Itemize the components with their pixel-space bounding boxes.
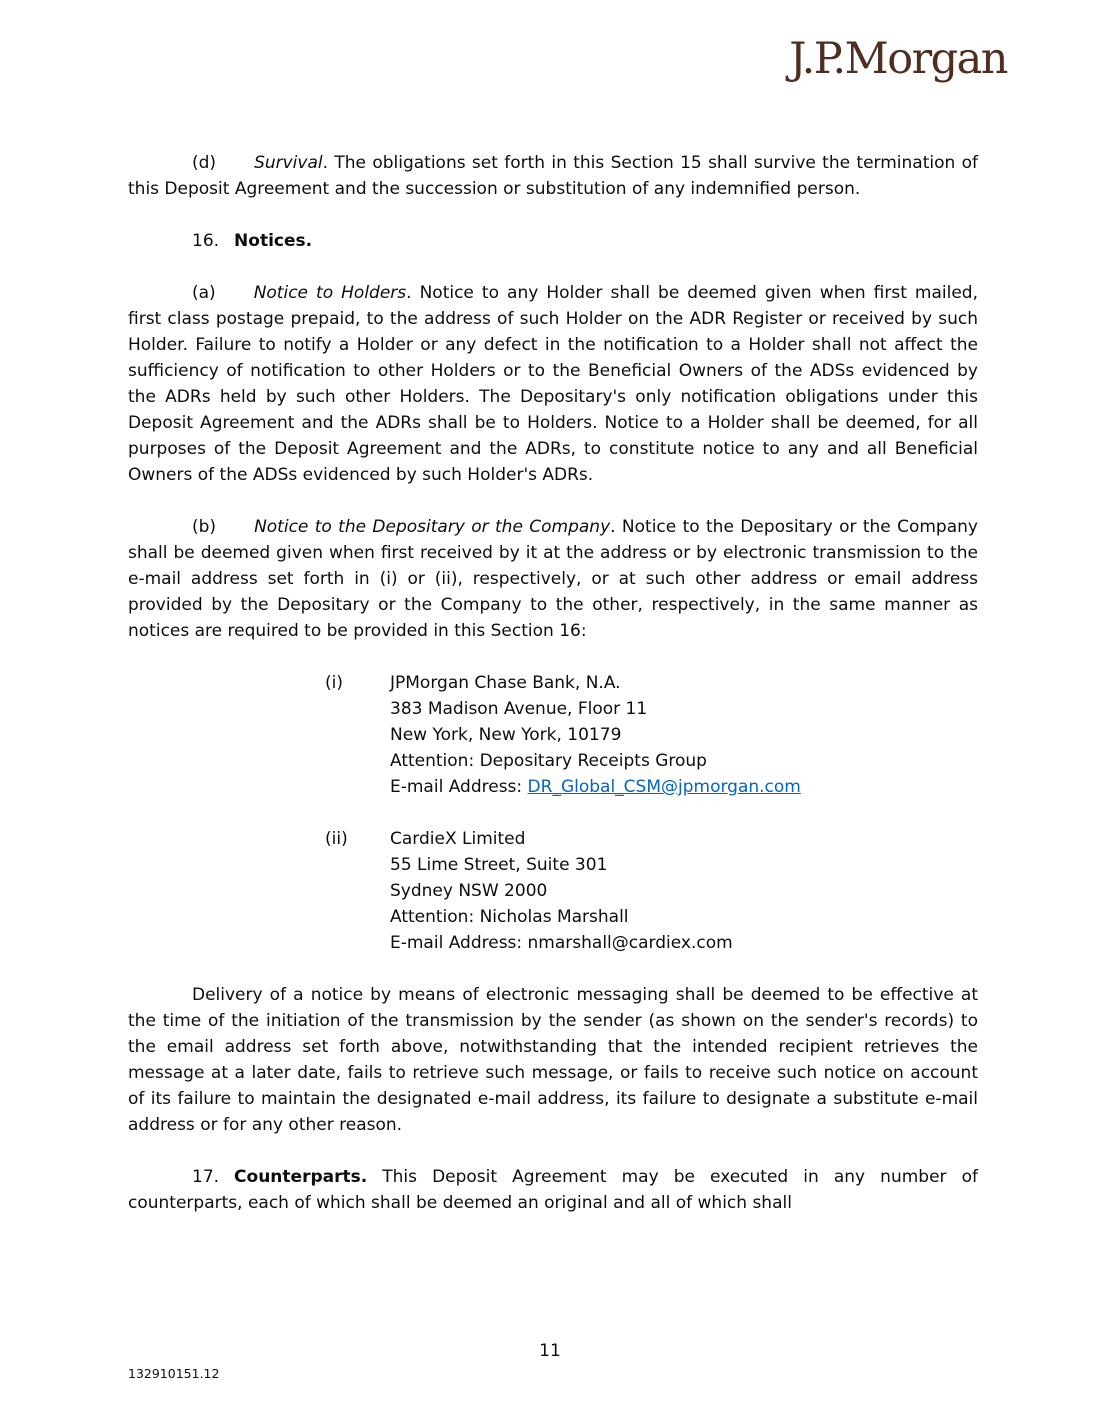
address-block-jpmorgan: [325, 670, 978, 800]
address-label: (ii): [325, 829, 348, 849]
address-line: 55 Lime Street, Suite 301: [390, 855, 608, 875]
clause-lead-italic: Survival: [254, 153, 323, 173]
page-number: 11: [539, 1341, 561, 1361]
address-line: JPMorgan Chase Bank, N.A.: [390, 673, 621, 693]
paragraph-text: Delivery of a notice by means of electronic messaging shall be deemed to be effective at the time of the initiation of the transmission by the sender (as shown on the sender's records) to the email address set forth above, notwithstanding that the intended recipient retrieves the message at a later date, fails to retrieve such message, or fails to receive such notice on account of its failure to maintain the designated e-mail address, its failure to designate a substitute e-mail address or for any other reason.: [128, 985, 978, 1135]
clause-text: . The obligations set forth in this Section 15 shall survive the termination of this Deposit Agreement and the succession or substitution of any indemnified person.: [128, 153, 978, 199]
address-line: New York, New York, 10179: [390, 725, 622, 745]
footer-document-reference: 132910151.12: [128, 1366, 220, 1381]
section-number: 17.: [192, 1167, 220, 1187]
address-label: (i): [325, 673, 343, 693]
section-title: Notices.: [234, 231, 313, 251]
email-label: E-mail Address:: [390, 777, 528, 797]
heading-notices: [128, 228, 978, 254]
paragraph-notice-to-holders: [128, 280, 978, 488]
address-line: Attention: Nicholas Marshall: [390, 907, 629, 927]
address-email-line: [390, 774, 978, 800]
address-line: Sydney NSW 2000: [390, 881, 548, 901]
address-lines: [390, 670, 978, 800]
section-number: 16.: [192, 231, 220, 251]
address-lines: [390, 826, 978, 956]
clause-text: . Notice to the Depositary or the Company shall be deemed given when first received by it at the address or by electronic transmission to the e-mail address set forth in (i) or (ii), respectively, or at such other address or email address provided by the Depositary or the Company to the other, respectively, in the same manner as notices are required to be provided in this Section 16:: [128, 517, 978, 641]
paragraph-survival: [128, 150, 978, 202]
clause-label: (d): [192, 153, 217, 173]
paragraph-notice-to-depositary: [128, 514, 978, 644]
clause-label: (b): [192, 517, 217, 537]
clause-lead-italic: Notice to Holders: [253, 283, 407, 303]
clause-label: (a): [192, 283, 216, 303]
address-line: CardieX Limited: [390, 829, 526, 849]
address-line: Attention: Depositary Receipts Group: [390, 751, 707, 771]
address-block-cardiex: [325, 826, 978, 956]
clause-lead-italic: Notice to the Depositary or the Company: [254, 517, 611, 537]
clause-text: This Deposit Agreement may be executed in any number of counterparts, each of which shall be deemed an original and all of which shall: [128, 1167, 978, 1213]
address-line: 383 Madison Avenue, Floor 11: [390, 699, 648, 719]
section-title: Counterparts.: [234, 1167, 368, 1187]
address-line: E-mail Address: nmarshall@cardiex.com: [390, 933, 733, 953]
paragraph-counterparts: [128, 1164, 978, 1216]
email-link-jpmorgan[interactable]: DR_Global_CSM@jpmorgan.com: [527, 777, 801, 797]
document-body: [128, 150, 978, 1216]
paragraph-delivery: [128, 982, 978, 1138]
clause-text: . Notice to any Holder shall be deemed given when first mailed, first class postage prepaid, to the address of such Holder on the ADR Register or received by such Holder. Failure to notify a Holder or any defect in the notification to a Holder shall not affect the sufficiency of notification to other Holders or to the Beneficial Owners of the ADSs evidenced by the ADRs held by such other Holders. The Depositary's only notification obligations under this Deposit Agreement and the ADRs shall be to Holders. Notice to a Holder shall be deemed, for all purposes of the Deposit Agreement and the ADRs, to constitute notice to any and all Beneficial Owners of the ADSs evidenced by such Holder's ADRs.: [128, 283, 978, 485]
jpmorgan-logo: J.P.Morgan: [789, 34, 1007, 84]
